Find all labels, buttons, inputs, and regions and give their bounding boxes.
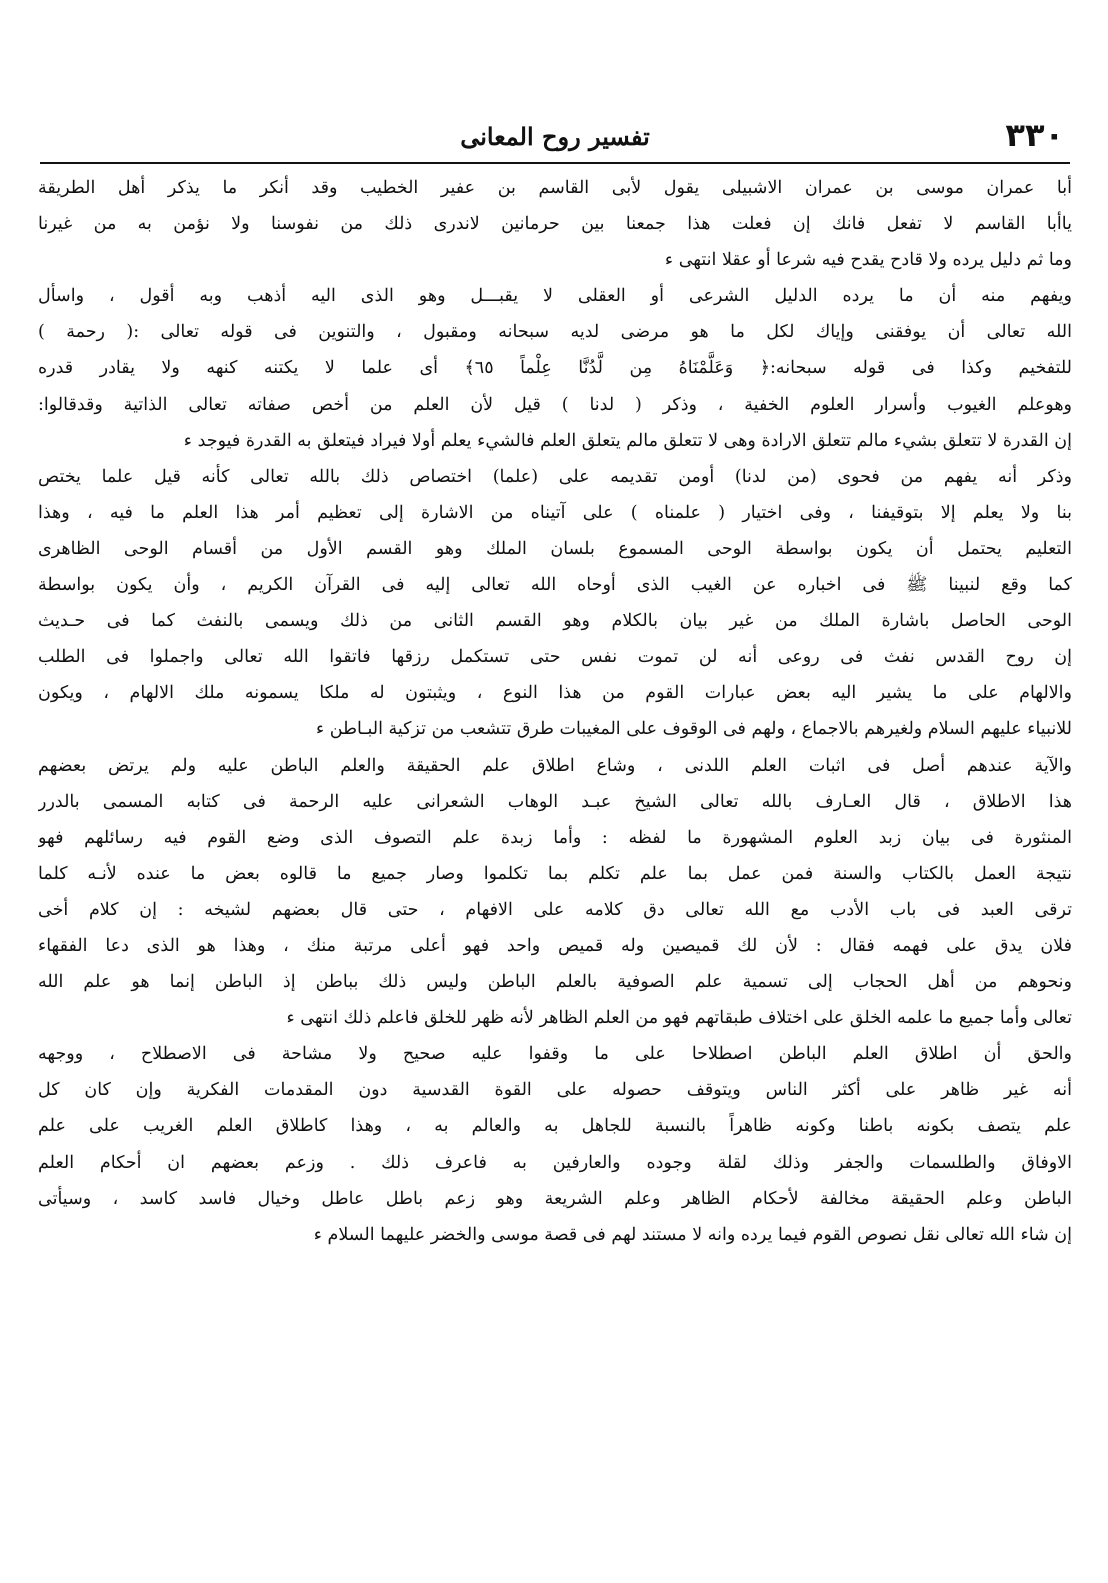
text-line: ترقى العبد فى باب الأدب مع الله تعالى دق كلامه على الافهام ، حتى قال بعضهم لشيخه : إن كلام أخى: [38, 899, 1072, 920]
header-rule: [40, 162, 1070, 164]
text-line: التعليم يحتمل أن يكون بواسطة الوحى المسموع بلسان الملك وهو القسم الأول من أقسام الوحى الظاهرى: [38, 538, 1072, 559]
text-line: ونحوهم من أهل الحجاب إلى تسمية علم الصوفية بالعلم الباطن وليس ذلك بباطن إذ الباطن إنما هو علم الله: [38, 972, 1072, 993]
text-line: كما وقع لنبينا ﷺ فى اخباره عن الغيب الذى أوحاه الله تعالى إليه فى القرآن الكريم ، وأن يكون بواسطة: [38, 575, 1072, 596]
text-line: والآية عندهم أصل فى اثبات العلم اللدنى ، وشاع اطلاق علم الحقيقة والعلم الباطن عليه ولم يرتض بعضهم: [38, 755, 1072, 776]
page-number: ٣٣٠: [1005, 116, 1064, 154]
text-line: إن روح القدس نفث فى روعى أنه لن تموت نفس حتى تستكمل رزقها فاتقوا الله تعالى واجملوا فى الطلب: [38, 647, 1072, 668]
text-line: الباطن وعلم الحقيقة مخالفة لأحكام الظاهر وعلم الشريعة وهو زعم باطل عاطل وخيال فاسد كاسد ، وسيأتى: [38, 1188, 1072, 1209]
text-line: وذكر أنه يفهم من فحوى (من لدنا) أومن تقديمه على (علما) اختصاص ذلك بالله تعالى كأنه قيل علما يختص: [38, 466, 1072, 487]
text-line: إن القدرة لا تتعلق بشيء مالم تتعلق الارادة وهى لا تتعلق مالم يتعلق العلم فالشيء يعلم أولا فيراد فيتعلق به القدرة فيوجد ء: [183, 430, 1072, 451]
page-header: [40, 112, 1070, 160]
text-line: للتفخيم وكذا فى قوله سبحانه:﴿ وَعَلَّمْنَاهُ مِن لَّدُنَّا عِلْماً ٦٥﴾ أى علما لا يكتنه كنهه ولا يقادر قدره: [38, 358, 1072, 379]
text-line: الوحى الحاصل باشارة الملك من غير بيان بالكلام وهو القسم الثانى من ذلك ويسمى بالنفث كما فى حـديث: [38, 611, 1072, 632]
text-line: الاوفاق والطلسمات والجفر وذلك لقلة وجوده والعارفين به فاعرف ذلك . وزعم بعضهم ان أحكام العلم: [38, 1152, 1072, 1173]
text-line: تعالى وأما جميع ما علمه الخلق على اختلاف طبقاتهم فهو من العلم الظاهر لأنه ظهر للخلق فاعلم ذلك انتهى ء: [286, 1008, 1072, 1029]
text-line: أنه غير ظاهر على أكثر الناس ويتوقف حصوله على القوة القدسية دون المقدمات الفكرية وإن كان كل: [38, 1080, 1072, 1101]
text-line: فلان يدق على فهمه فقال : لأن لك قميصين وله قميص واحد فهو أعلى مرتبة منك ، وهذا هو الذى دعا الفقهاء: [38, 935, 1072, 956]
text-line: أبا عمران موسى بن عمران الاشبيلى يقول لأبى القاسم بن عفير الخطيب وقد أنكر ما يذكر أهل الطريقة: [38, 178, 1072, 198]
text-line: نتيجة العمل بالكتاب والسنة فمن عمل بما علم تكلم بما تكلموا وصار جميع ما قالوه بعض ما عنده لأنـه كلما: [38, 863, 1072, 884]
text-line: المنثورة فى بيان زبد العلوم المشهورة ما لفظه : وأما زبدة علم التصوف الذى وضع القوم فيه رسائلهم فهو: [38, 827, 1072, 848]
text-line: وهوعلم الغيوب وأسرار العلوم الخفية ، وذكر ( لدنا ) قيل لأن العلم من أخص صفاته تعالى الذاتية وقدقالوا:: [38, 394, 1072, 415]
book-title: تفسير روح المعانى: [460, 122, 650, 151]
text-line: والحق أن اطلاق العلم الباطن اصطلاحا على ما وقفوا عليه صحيح ولا مشاحة فى الاصطلاح ، ووجهه: [38, 1044, 1072, 1065]
body-text: [38, 170, 1072, 1253]
text-line: ويفهم منه أن ما يرده الدليل الشرعى أو العقلى لا يقبـــل وهو الذى اليه أذهب وبه أقول ، واسأل: [38, 286, 1072, 307]
text-line: إن شاء الله تعالى نقل نصوص القوم فيما يرده وانه لا مستند لهم فى قصة موسى والخضر عليهما السلام ء: [313, 1224, 1072, 1245]
text-line: وما ثم دليل يرده ولا قادح يقدح فيه شرعا أو عقلا انتهى ء: [664, 250, 1072, 271]
text-line: للانبياء عليهم السلام ولغيرهم بالاجماع ، ولهم فى الوقوف على المغيبات طرق تتشعب من تزكية البـاطن ء: [315, 719, 1072, 740]
text-line: والالهام على ما يشير اليه بعض عبارات القوم من هذا النوع ، ويثبتون له ملكا يسمونه ملك الالهام ، ويكون: [38, 683, 1072, 704]
text-line: هذا الاطلاق ، قال العـارف بالله تعالى الشيخ عبـد الوهاب الشعرانى عليه الرحمة فى كتابه المسمى بالدرر: [38, 791, 1072, 812]
text-line: علم يتصف بكونه باطنا وكونه ظاهراً بالنسبة للجاهل به والعالم به ، وهذا كاطلاق العلم الغريب على علم: [38, 1116, 1072, 1137]
text-line: ياأبا القاسم لا تفعل فانك إن فعلت هذا جمعنا بين حرمانين لاندرى ذلك من نفوسنا ولا نؤمن به من غيرنا: [38, 214, 1072, 235]
text-line: الله تعالى أن يوفقنى وإياك لكل ما هو مرضى لديه سبحانه ومقبول ، والتنوين فى قوله تعالى :( رحمة ): [38, 322, 1072, 343]
text-line: بنا ولا يعلم إلا بتوقيفنا ، وفى اختيار ( علمناه ) على آتيناه من الاشارة إلى تعظيم أمر هذا العلم ما فيه ، وهذا: [38, 502, 1072, 523]
